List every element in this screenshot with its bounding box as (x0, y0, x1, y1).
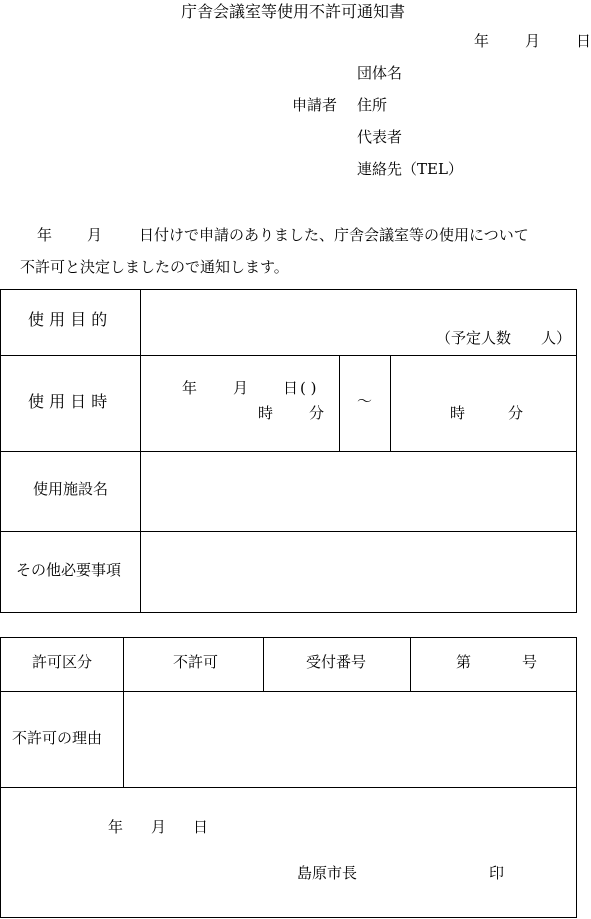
attendees-label: （予定人数 人） (436, 329, 572, 347)
body-month: 月 (87, 226, 103, 244)
footer-day: 日 (193, 818, 209, 836)
org-name-label: 団体名 (357, 64, 403, 82)
start-weekday: ( ) (300, 379, 317, 397)
number-suffix: 号 (522, 653, 538, 671)
applicant-label: 申請者 (292, 96, 338, 114)
other-label: その他必要事項 (16, 561, 122, 579)
permit-category-label: 許可区分 (32, 653, 93, 671)
start-hour: 時 (258, 404, 274, 422)
range-tilde: ～ (357, 392, 373, 410)
body-year: 年 (37, 226, 53, 244)
start-day: 日 (283, 379, 299, 397)
header-day-label: 日 (576, 32, 591, 50)
datetime-label: 使 用 日 時 (28, 392, 108, 411)
mayor-title: 島原市長 (297, 864, 358, 882)
footer-year: 年 (108, 818, 124, 836)
header-year-label: 年 (474, 32, 490, 50)
start-minute: 分 (309, 404, 325, 422)
purpose-label: 使 用 目 的 (28, 310, 108, 329)
body-text-line2: 不許可と決定しましたので通知します。 (20, 258, 289, 276)
reason-label: 不許可の理由 (12, 729, 103, 747)
permit-category-value: 不許可 (173, 653, 219, 671)
page-title: 庁舎会議室等使用不許可通知書 (181, 2, 406, 21)
contact-label: 連絡先（TEL） (357, 160, 463, 178)
header-month-label: 月 (525, 32, 541, 50)
representative-label: 代表者 (357, 128, 403, 146)
start-year: 年 (182, 379, 198, 397)
receipt-number-label: 受付番号 (306, 653, 367, 671)
facility-label: 使用施設名 (33, 480, 109, 498)
number-prefix: 第 (456, 653, 472, 671)
seal-mark: 印 (489, 864, 505, 882)
start-month: 月 (233, 379, 249, 397)
address-label: 住所 (357, 96, 388, 114)
end-minute: 分 (508, 404, 524, 422)
end-hour: 時 (450, 404, 466, 422)
body-text-line1: 日付けで申請のありました、庁舎会議室等の使用について (139, 226, 529, 244)
footer-month: 月 (151, 818, 167, 836)
